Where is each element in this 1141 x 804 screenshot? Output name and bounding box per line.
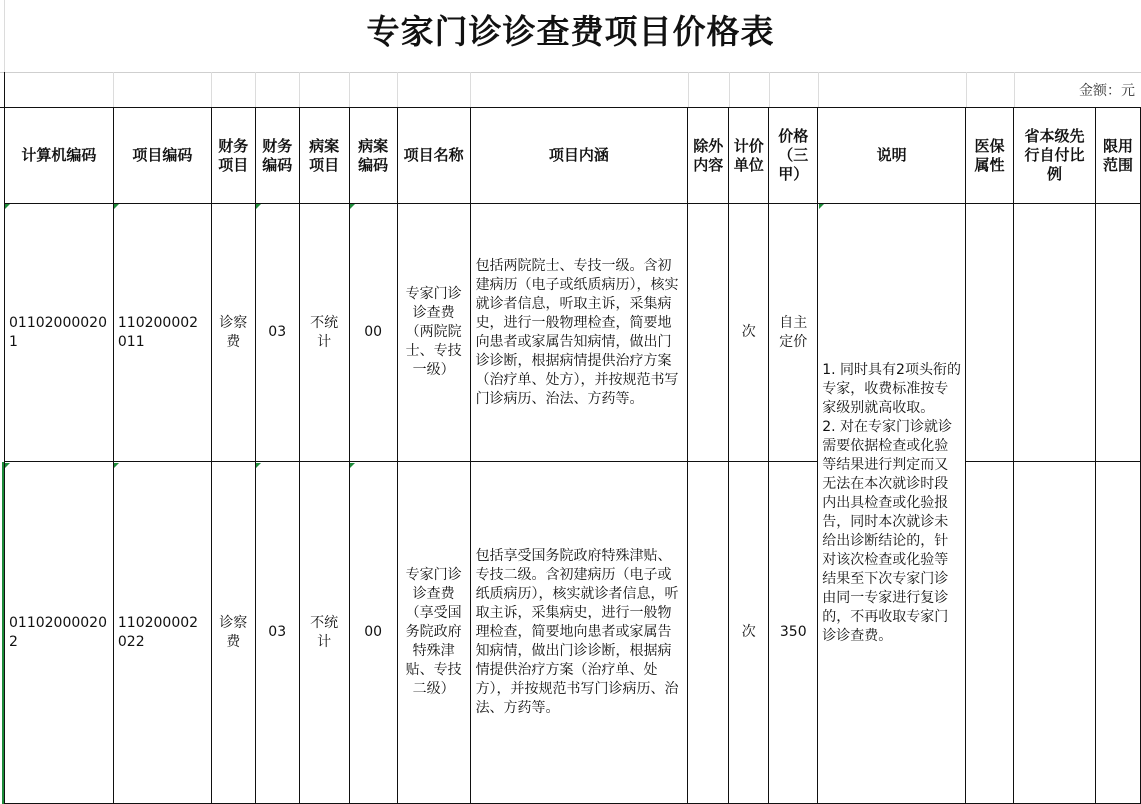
table-row — [5, 462, 1141, 804]
comment-marker-icon — [819, 204, 824, 209]
grid-line — [397, 72, 398, 107]
header-computer-code: 计算机编码 — [5, 108, 114, 204]
header-limit: 限用范围 — [1095, 108, 1140, 204]
header-self-pay: 省本级先行自付比例 — [1014, 108, 1096, 204]
grid-line — [818, 72, 819, 107]
comment-marker-icon — [114, 204, 119, 209]
header-case-item: 病案项目 — [299, 108, 349, 204]
cell-insurance[interactable] — [966, 462, 1014, 804]
grid-line — [211, 72, 212, 107]
cell-case-item[interactable]: 不统计 — [299, 204, 349, 462]
grid-line — [470, 72, 471, 107]
cell-excluded[interactable] — [688, 204, 729, 462]
cell-item-code[interactable]: 110200002022 — [113, 462, 211, 804]
cell-insurance[interactable] — [966, 204, 1014, 462]
comment-marker-icon — [350, 204, 355, 209]
cell-item-content[interactable]: 包括两院院士、专技一级。含初建病历（电子或纸质病历），核实就诊者信息，听取主诉，采集病史，进行一般物理检查，简要地向患者或家属告知病情，做出门诊诊断，根据病情提供治疗方案（治疗单、处方），并按规范书写门诊病历、治法、方药等。 — [470, 204, 688, 462]
cell-item-name[interactable]: 专家门诊诊查费（享受国务院政府特殊津贴、专技二级） — [397, 462, 470, 804]
table-row — [5, 204, 1141, 462]
cell-item-content[interactable]: 包括享受国务院政府特殊津贴、专技二级。含初建病历（电子或纸质病历），核实就诊者信息，听取主诉，采集病史，进行一般物理检查，简要地向患者或家属告知病情，做出门诊诊断，根据病情提供治疗方案（治疗单、处方），并按规范书写门诊病历、治法、方药等。 — [470, 462, 688, 804]
cell-finance-item[interactable]: 诊察费 — [211, 462, 255, 804]
price-table — [4, 107, 1141, 804]
grid-line — [1014, 72, 1015, 107]
comment-marker-icon — [256, 463, 261, 468]
cell-finance-item[interactable]: 诊察费 — [211, 204, 255, 462]
cell-price[interactable]: 自主定价 — [769, 204, 818, 462]
note-text: 1. 同时具有2项头衔的专家，收费标准按专家级别就高收取。 2. 对在专家门诊就诊需要依据检查或化验等结果进行判定而又无法在本次就诊时段内出具检查或化验报告，同时本次就诊未给出诊断结论的，针对该次检查或化验等结果至下次专家门诊由同一专家进行复诊的，不再收取专家门诊诊查费。 — [822, 362, 961, 644]
header-unit: 计价单位 — [729, 108, 769, 204]
cell-case-code[interactable]: 00 — [349, 204, 397, 462]
cell-finance-code[interactable]: 03 — [255, 204, 299, 462]
grid-line — [349, 72, 350, 107]
page-title: 专家门诊诊查费项目价格表 — [366, 11, 775, 51]
header-case-code: 病案编码 — [349, 108, 397, 204]
header-row — [5, 108, 1141, 204]
unit-row — [0, 72, 1141, 108]
cell-unit[interactable]: 次 — [729, 462, 769, 804]
cell-item-name[interactable]: 专家门诊诊查费（两院院士、专技一级） — [397, 204, 470, 462]
header-note: 说明 — [818, 108, 966, 204]
header-price: 价格（三甲） — [769, 108, 818, 204]
title-row — [0, 0, 1141, 73]
comment-marker-icon — [114, 463, 119, 468]
comment-marker-icon — [5, 463, 10, 468]
cell-note[interactable] — [818, 204, 966, 804]
grid-line — [966, 72, 967, 107]
cell-case-item[interactable]: 不统计 — [299, 462, 349, 804]
cell-limit[interactable] — [1095, 462, 1140, 804]
grid-line — [729, 72, 730, 107]
header-finance-code: 财务编码 — [255, 108, 299, 204]
comment-marker-icon — [5, 204, 10, 209]
cell-price[interactable]: 350 — [769, 462, 818, 804]
cell-self-pay[interactable] — [1014, 462, 1096, 804]
currency-unit-label: 金额：元 — [1079, 83, 1135, 99]
grid-line — [769, 72, 770, 107]
cell-item-code[interactable]: 110200002011 — [113, 204, 211, 462]
header-item-content: 项目内涵 — [470, 108, 688, 204]
cell-excluded[interactable] — [688, 462, 729, 804]
cell-self-pay[interactable] — [1014, 204, 1096, 462]
grid-line — [113, 72, 114, 107]
header-item-name: 项目名称 — [397, 108, 470, 204]
cell-unit[interactable]: 次 — [729, 204, 769, 462]
header-insurance: 医保属性 — [966, 108, 1014, 204]
cell-computer-code[interactable]: 011020000202 — [5, 462, 114, 804]
grid-line — [299, 72, 300, 107]
cell-computer-code[interactable]: 011020000201 — [5, 204, 114, 462]
header-item-code: 项目编码 — [113, 108, 211, 204]
grid-line — [4, 0, 5, 72]
comment-marker-icon — [256, 204, 261, 209]
header-finance-item: 财务项目 — [211, 108, 255, 204]
cell-limit[interactable] — [1095, 204, 1140, 462]
grid-line — [688, 72, 689, 107]
comment-marker-icon — [350, 463, 355, 468]
cell-case-code[interactable]: 00 — [349, 462, 397, 804]
header-excluded: 除外内容 — [688, 108, 729, 204]
cell-finance-code[interactable]: 03 — [255, 462, 299, 804]
grid-line — [255, 72, 256, 107]
